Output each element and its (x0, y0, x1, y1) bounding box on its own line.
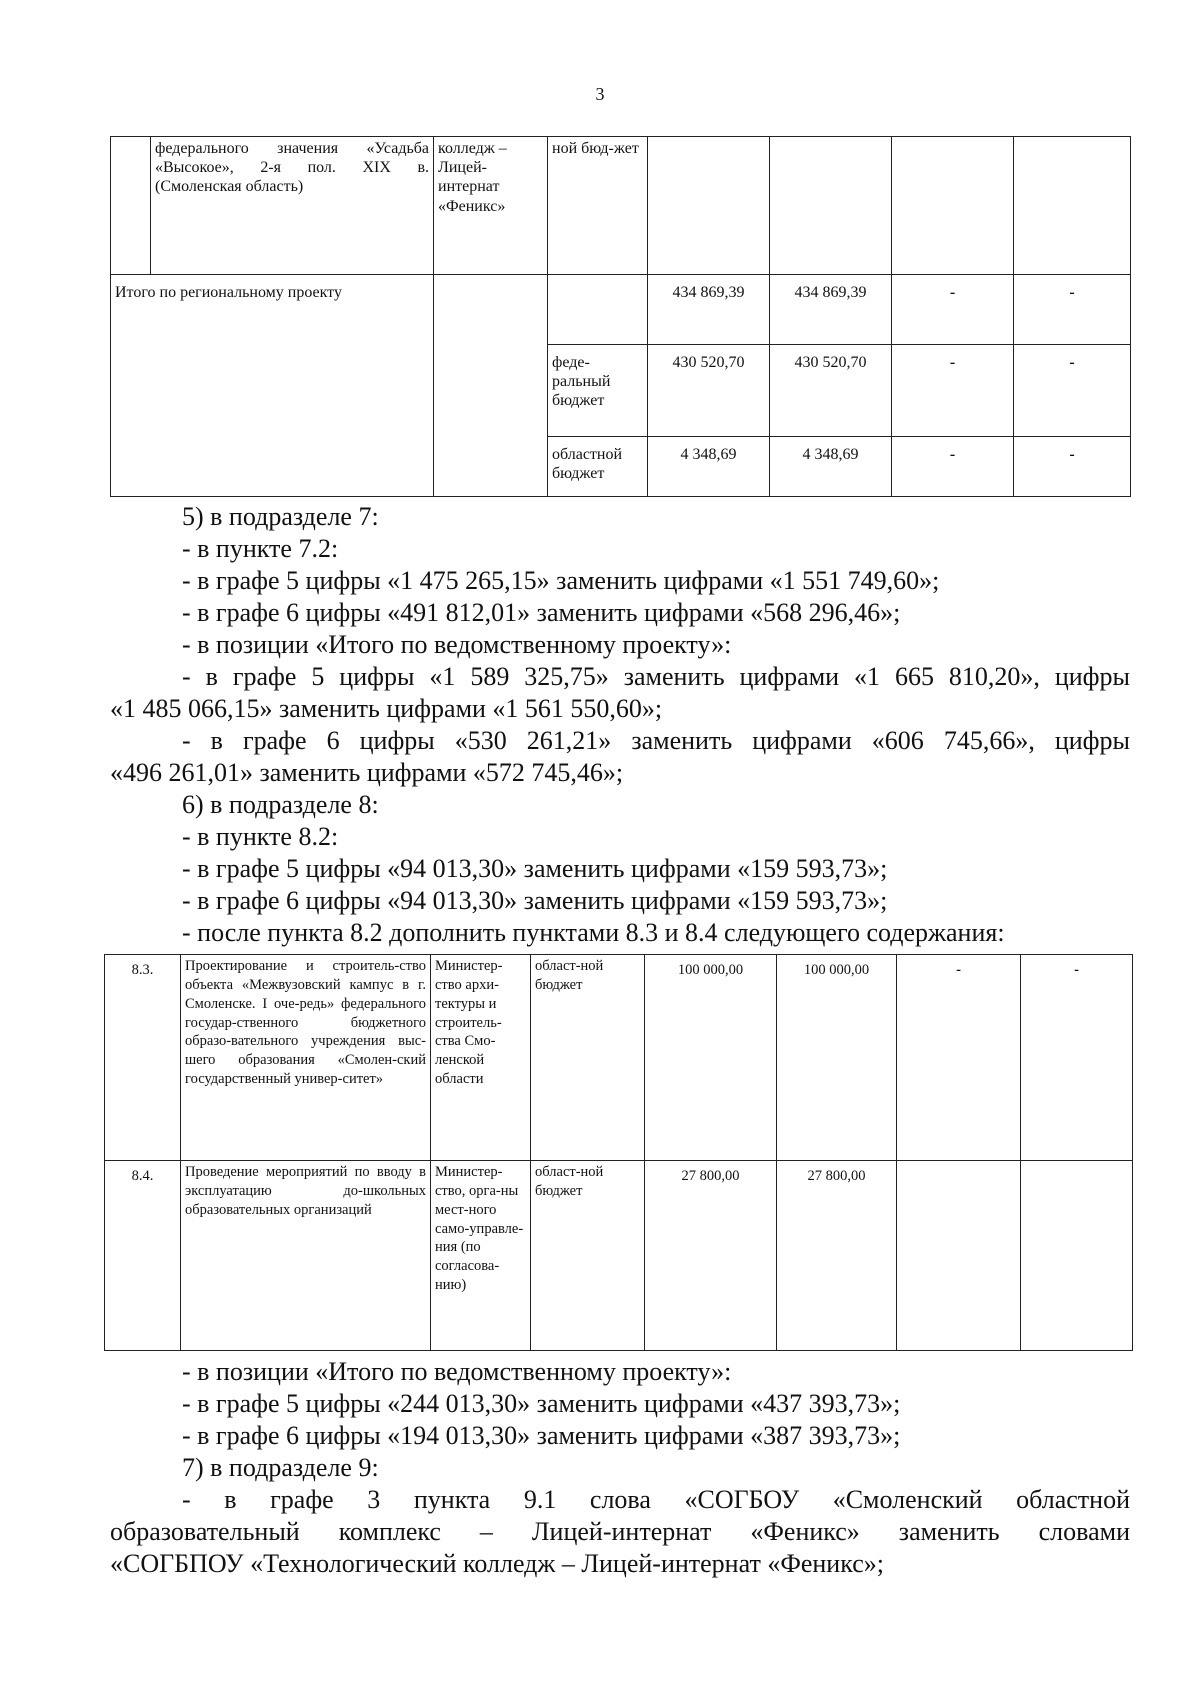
text-line: - в пункте 7.2: (182, 534, 339, 563)
value-col7 (897, 1161, 1021, 1351)
text-line: 5) в подразделе 7: (182, 502, 379, 531)
value-col7: - (892, 275, 1014, 345)
value-col8: - (1021, 955, 1133, 1161)
row-number-cell (111, 137, 151, 275)
value-col5: 27 800,00 (645, 1161, 777, 1351)
table-row (105, 955, 1133, 1161)
item-number: 8.4. (105, 1161, 181, 1351)
text-line: 7) в подразделе 9: (182, 1453, 379, 1482)
total-label: Итого по региональному проекту (111, 275, 434, 497)
source-cell (548, 275, 648, 345)
event-name-cell: Проектирование и строитель-ство объекта «Межвузовский кампус в г. Смоленске. I оче-редь» федерального государ-ственного бюджетного образо-вательного учреждения выс-шего образования «Смолен-ский государственный универ-ситет» (181, 955, 431, 1161)
text-line: - в графе 6 цифры «530 261,21» заменить цифрами «606 745,66», цифры (182, 726, 1130, 755)
text-line: - в графе 6 цифры «94 013,30» заменить цифрами «159 593,73»; (182, 886, 888, 915)
page-number: 3 (595, 84, 605, 104)
text-line: «1 485 066,15» заменить цифрами «1 561 550,60»; (110, 694, 663, 723)
empty-cell (1014, 137, 1131, 275)
value-col8: - (1014, 437, 1131, 497)
empty-cell (434, 275, 548, 497)
value-col6: 4 348,69 (770, 437, 892, 497)
value-col5: 434 869,39 (648, 275, 770, 345)
value-col8: - (1014, 275, 1131, 345)
value-col6: 434 869,39 (770, 275, 892, 345)
value-col8 (1021, 1161, 1133, 1351)
event-name-cell: Проведение мероприятий по вводу в эксплуатацию до-школьных образовательных организаций (181, 1161, 431, 1351)
table-row (105, 1161, 1133, 1351)
value-col7: - (892, 345, 1014, 437)
value-col5: 100 000,00 (645, 955, 777, 1161)
value-col5: 430 520,70 (648, 345, 770, 437)
text-line: «496 261,01» заменить цифрами «572 745,46»; (110, 758, 624, 787)
empty-cell (770, 137, 892, 275)
text-line: «СОГБПОУ «Технологический колледж – Лицей-интернат «Феникс»; (110, 1549, 884, 1578)
value-col6: 100 000,00 (777, 955, 897, 1161)
text-line: образовательный комплекс – Лицей-интернат «Феникс» заменить словами (110, 1517, 1130, 1546)
table-row (111, 137, 1131, 275)
text-line: - в графе 5 цифры «1 589 325,75» заменить цифрами «1 665 810,20», цифры (182, 662, 1130, 691)
source-cell: област-ной бюджет (531, 1161, 645, 1351)
executor-cell: Министер-ство, орга-ны мест-ного само-управле-ния (по согласова-нию) (431, 1161, 531, 1351)
text-line: - в графе 3 пункта 9.1 слова «СОГБОУ «Смоленский областной (182, 1485, 1130, 1514)
value-col7: - (892, 437, 1014, 497)
text-line: - в графе 5 цифры «94 013,30» заменить цифрами «159 593,73»; (182, 854, 888, 883)
departmental-project-table (104, 954, 1133, 1351)
text-line: - после пункта 8.2 дополнить пунктами 8.3 и 8.4 следующего содержания: (182, 918, 1005, 947)
value-col5: 4 348,69 (648, 437, 770, 497)
empty-cell (648, 137, 770, 275)
text-line: - в позиции «Итого по ведомственному проекту»: (182, 1357, 732, 1386)
value-col6: 430 520,70 (770, 345, 892, 437)
empty-cell (892, 137, 1014, 275)
regional-project-table (110, 136, 1131, 497)
text-line: - в графе 6 цифры «194 013,30» заменить цифрами «387 393,73»; (182, 1421, 901, 1450)
value-col7: - (897, 955, 1021, 1161)
value-col6: 27 800,00 (777, 1161, 897, 1351)
text-line: - в графе 5 цифры «1 475 265,15» заменить цифрами «1 551 749,60»; (182, 566, 940, 595)
text-line: - в графе 5 цифры «244 013,30» заменить цифрами «437 393,73»; (182, 1389, 901, 1418)
text-line: - в позиции «Итого по ведомственному проекту»: (182, 630, 732, 659)
total-row (111, 275, 1131, 345)
executor-cell: колледж – Лицей-интернат «Феникс» (434, 137, 548, 275)
source-cell: област-ной бюджет (531, 955, 645, 1161)
text-line: - в графе 6 цифры «491 812,01» заменить цифрами «568 296,46»; (182, 598, 901, 627)
executor-cell: Министер-ство архи-тектуры и строитель-ства Смо-ленской области (431, 955, 531, 1161)
value-col8: - (1014, 345, 1131, 437)
source-cell: ной бюд-жет (548, 137, 648, 275)
source-cell: феде-ральный бюджет (548, 345, 648, 437)
event-name-cell: федерального значения «Усадьба «Высокое», 2-я пол. XIX в. (Смоленская область) (151, 137, 434, 275)
item-number: 8.3. (105, 955, 181, 1161)
text-line: 6) в подразделе 8: (182, 790, 379, 819)
source-cell: областной бюджет (548, 437, 648, 497)
text-line: - в пункте 8.2: (182, 822, 339, 851)
